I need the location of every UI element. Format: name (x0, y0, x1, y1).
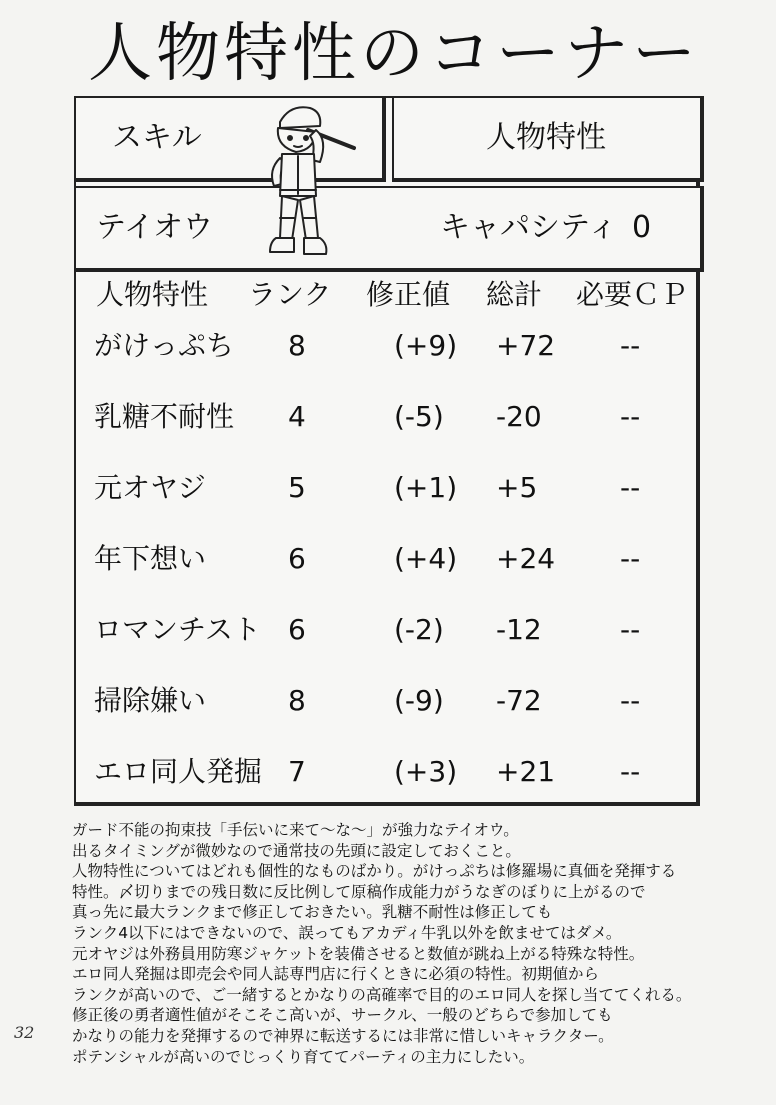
row-rank: 6 (288, 542, 306, 575)
table-row (76, 328, 702, 368)
row-trait: がけっぷち (94, 329, 235, 362)
row-total: +5 (496, 471, 538, 504)
row-cp: -- (620, 329, 641, 362)
row-total: +24 (496, 542, 556, 575)
row-cp: -- (620, 400, 641, 433)
row-cp: -- (620, 684, 641, 717)
row-rank: 6 (288, 613, 306, 646)
row-cp: -- (620, 542, 641, 575)
row-rank: 7 (288, 755, 306, 788)
note-line: 元オヤジは外務員用防寒ジャケットを装備させると数値が跳ね上がる特殊な特性。 (72, 944, 645, 963)
row-cp: -- (620, 755, 641, 788)
table-row (76, 470, 702, 510)
row-rank: 5 (288, 471, 306, 504)
row-modifier: (-9) (394, 684, 444, 717)
status-frame (74, 96, 700, 806)
table-row (76, 612, 702, 652)
note-line: ランクが高いので、ご一緒するとかなりの高確率で目的のエロ同人を探し当ててくれる。 (72, 985, 692, 1004)
trait-label-box (392, 96, 704, 182)
row-trait: 元オヤジ (94, 471, 206, 504)
note-line: 人物特性についてはどれも個性的なものばかり。がけっぷちは修羅場に真価を発揮する (72, 862, 677, 881)
note-line: 出るタイミングが微妙なので通常技の先頭に設定しておくこと。 (72, 841, 521, 860)
note-line: ポテンシャルが高いのでじっくり育ててパーティの主力にしたい。 (72, 1047, 535, 1066)
page-title: 人物特性のコーナー (88, 17, 700, 91)
header-total: 総計 (486, 278, 543, 311)
header-rank: ランク (248, 278, 332, 311)
skill-label: スキル (112, 120, 202, 155)
table-row (76, 683, 702, 723)
row-modifier: (-2) (394, 613, 444, 646)
header-trait: 人物特性 (96, 278, 209, 311)
row-modifier: (+1) (394, 471, 458, 504)
row-trait: ロマンチスト (94, 613, 261, 646)
skill-capacity-box (74, 186, 704, 272)
skill-value: テイオウ (96, 210, 213, 245)
table-row (76, 754, 702, 794)
row-rank: 8 (288, 684, 306, 717)
row-trait: 年下想い (94, 542, 207, 575)
row-total: -72 (496, 684, 542, 717)
note-line: 特性。〆切りまでの残日数に反比例して原稿作成能力がうなぎのぼりに上がるので (72, 882, 646, 901)
row-cp: -- (620, 613, 641, 646)
table-row (76, 399, 702, 439)
note-line: ランク4以下にはできないので、誤ってもアカディ牛乳以外を飲ませてはダメ。 (72, 923, 622, 942)
note-line: 真っ先に最大ランクまで修正しておきたい。乳糖不耐性は修正しても (72, 903, 553, 922)
row-modifier: (+3) (394, 755, 458, 788)
note-line: かなりの能力を発揮するので神界に転送するには非常に惜しいキャラクター。 (72, 1026, 614, 1045)
row-rank: 8 (288, 329, 306, 362)
table-row (76, 541, 702, 581)
capacity-value: 0 (632, 210, 652, 245)
header-modifier: 修正値 (366, 278, 451, 311)
character-illustration (250, 100, 360, 265)
row-total: +72 (496, 329, 556, 362)
row-trait: 乳糖不耐性 (94, 400, 235, 433)
row-trait: 掃除嫌い (94, 684, 207, 717)
row-trait: エロ同人発掘 (94, 755, 263, 788)
page-number: 32 (14, 1023, 35, 1042)
note-line: ガード不能の拘束技「手伝いに来て〜な〜」が強力なテイオウ。 (72, 821, 519, 839)
header-required-cp: 必要ＣＰ (576, 278, 689, 311)
note-line: 修正後の勇者適性値がそこそこ高いが、サークル、一般のどちらで参加しても (72, 1006, 613, 1025)
row-total: -12 (496, 613, 542, 646)
notes-text (72, 820, 762, 1067)
row-total: +21 (496, 755, 556, 788)
row-modifier: (+9) (394, 329, 458, 362)
note-line: エロ同人発掘は即売会や同人誌専門店に行くときに必須の特性。初期値から (72, 965, 600, 984)
row-modifier: (-5) (394, 400, 444, 433)
row-total: -20 (496, 400, 542, 433)
trait-label: 人物特性 (486, 120, 606, 155)
row-rank: 4 (288, 400, 306, 433)
capacity-label: キャパシティ (440, 210, 618, 245)
row-cp: -- (620, 471, 641, 504)
row-modifier: (+4) (394, 542, 458, 575)
